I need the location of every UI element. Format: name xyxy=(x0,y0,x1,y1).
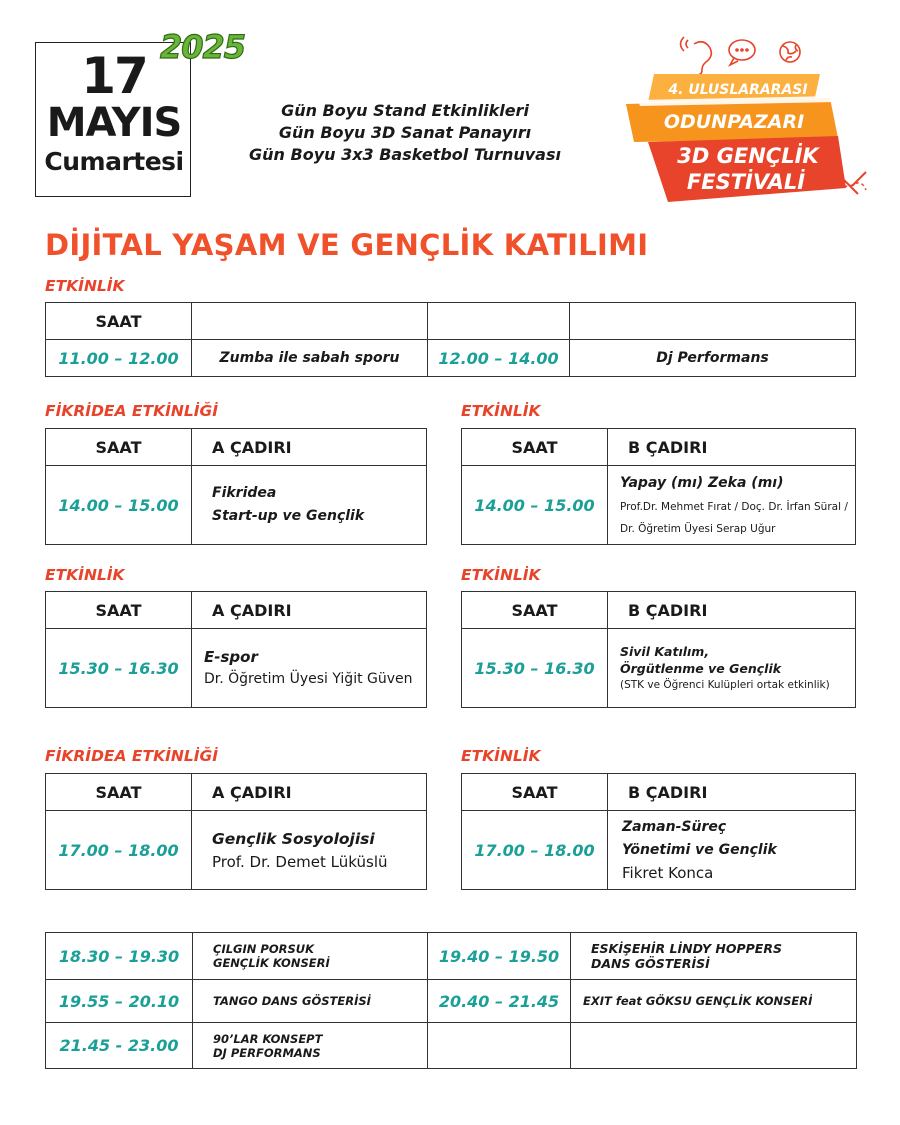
block2-right-label: ETKİNLİK xyxy=(461,402,541,420)
date-month: MAYIS xyxy=(46,100,182,146)
all-day-event-1: Gün Boyu Stand Etkinlikleri xyxy=(281,101,529,120)
empty-cell xyxy=(428,1023,571,1069)
block4-left-label: FİKRİDEA ETKİNLİĞİ xyxy=(45,747,218,765)
block3-left-table xyxy=(45,591,427,708)
event-title: Fikridea xyxy=(212,485,277,501)
globe-icon xyxy=(780,42,800,62)
logo-line2: 3D GENÇLİK xyxy=(677,144,819,168)
block4-right-label: ETKİNLİK xyxy=(461,747,541,765)
event-title: Gençlik Sosyolojisi xyxy=(212,830,375,848)
event-subtitle: Yönetimi ve Gençlik xyxy=(622,841,777,858)
table-row xyxy=(46,980,857,1023)
block2-right-table xyxy=(461,428,856,545)
evening-event: TANGO DANS GÖSTERİSİ xyxy=(193,980,428,1023)
event-subtitle: Örgütlenme ve Gençlik xyxy=(620,660,782,676)
event-person: Fikret Konca xyxy=(622,863,714,882)
empty-cell xyxy=(571,1023,857,1069)
block1-header-time: SAAT xyxy=(46,303,192,340)
evening-time: 19.40 – 19.50 xyxy=(428,933,571,980)
evening-event: ÇILGIN PORSUK xyxy=(213,942,314,956)
header-tent: B ÇADIRI xyxy=(608,774,856,811)
event-title: Yapay (mı) Zeka (mı) xyxy=(620,475,784,491)
block3-right-time: 15.30 – 16.30 xyxy=(462,629,608,708)
evening-event: EXIT feat GÖKSU GENÇLİK KONSERİ xyxy=(571,980,857,1023)
all-day-event-3: Gün Boyu 3x3 Basketbol Turnuvası xyxy=(249,145,561,164)
evening-event: DJ PERFORMANS xyxy=(213,1045,321,1060)
header-time: SAAT xyxy=(462,592,608,629)
event-note: (STK ve Öğrenci Kulüpleri ortak etkinlik) xyxy=(620,678,830,691)
evening-time: 21.45 - 23.00 xyxy=(46,1023,193,1069)
block1-event1: Zumba ile sabah sporu xyxy=(192,340,428,377)
date-weekday: Cumartesi xyxy=(44,147,184,176)
empty-cell xyxy=(428,303,570,340)
block2-right-time: 14.00 – 15.00 xyxy=(462,466,608,545)
block2-left-table xyxy=(45,428,427,545)
block3-left-time: 15.30 – 16.30 xyxy=(46,629,192,708)
block4-left-time: 17.00 – 18.00 xyxy=(46,811,192,890)
header-time: SAAT xyxy=(462,774,608,811)
event-person: Prof. Dr. Demet Lüküslü xyxy=(212,853,388,871)
evening-event: GENÇLİK KONSERİ xyxy=(213,956,330,970)
block3-right-label: ETKİNLİK xyxy=(461,566,541,584)
festival-logo xyxy=(608,30,870,220)
block4-left-table xyxy=(45,773,427,890)
evening-time: 18.30 – 19.30 xyxy=(46,933,193,980)
logo-line3: FESTİVALİ xyxy=(686,170,806,194)
year-label: 2025 xyxy=(160,28,246,66)
table-row xyxy=(46,933,857,980)
block1-table xyxy=(45,302,856,377)
evening-event: 90’LAR KONSEPT xyxy=(213,1031,323,1046)
table-row xyxy=(46,1023,857,1069)
event-people-2: Dr. Öğretim Üyesi Serap Uğur xyxy=(620,523,776,535)
evening-event: DANS GÖSTERİSİ xyxy=(591,956,710,971)
header-time: SAAT xyxy=(46,429,192,466)
header-tent: A ÇADIRI xyxy=(192,592,427,629)
block2-left-time: 14.00 – 15.00 xyxy=(46,466,192,545)
event-title: E-spor xyxy=(204,648,258,666)
logo-line1: ODUNPAZARI xyxy=(663,111,805,133)
event-title: Zaman-Süreç xyxy=(622,818,727,835)
event-subtitle: Start-up ve Gençlik xyxy=(212,508,365,524)
header-tent: B ÇADIRI xyxy=(608,592,856,629)
block1-label: ETKİNLİK xyxy=(45,277,125,295)
evening-event: ESKİŞEHİR LİNDY HOPPERS xyxy=(591,941,782,956)
event-title: Sivil Katılım, xyxy=(620,643,710,659)
logo-edition: 4. ULUSLARARASI xyxy=(668,82,808,98)
evening-time: 20.40 – 21.45 xyxy=(428,980,571,1023)
block3-left-label: ETKİNLİK xyxy=(45,566,125,584)
header-time: SAAT xyxy=(46,592,192,629)
header-time: SAAT xyxy=(462,429,608,466)
evening-time: 19.55 – 20.10 xyxy=(46,980,193,1023)
ear-icon xyxy=(681,37,712,75)
block1-time2: 12.00 – 14.00 xyxy=(428,340,570,377)
event-people-1: Prof.Dr. Mehmet Fırat / Doç. Dr. İrfan Süral / xyxy=(620,501,848,513)
empty-cell xyxy=(192,303,428,340)
all-day-event-2: Gün Boyu 3D Sanat Panayırı xyxy=(278,123,532,142)
block4-right-time: 17.00 – 18.00 xyxy=(462,811,608,890)
block2-left-label: FİKRİDEA ETKİNLİĞİ xyxy=(45,402,218,420)
block4-right-table xyxy=(461,773,856,890)
header-time: SAAT xyxy=(46,774,192,811)
header-tent: A ÇADIRI xyxy=(192,774,427,811)
speech-bubble-icon xyxy=(729,40,755,65)
section-title: DİJİTAL YAŞAM VE GENÇLİK KATILIMI xyxy=(45,228,649,262)
date-day: 17 xyxy=(81,47,147,105)
block3-right-table xyxy=(461,591,856,708)
event-person: Dr. Öğretim Üyesi Yiğit Güven xyxy=(204,671,413,687)
empty-cell xyxy=(570,303,856,340)
evening-table xyxy=(45,932,857,1069)
header-tent: A ÇADIRI xyxy=(192,429,427,466)
block1-time1: 11.00 – 12.00 xyxy=(46,340,192,377)
block1-event2: Dj Performans xyxy=(570,340,856,377)
header-tent: B ÇADIRI xyxy=(608,429,856,466)
